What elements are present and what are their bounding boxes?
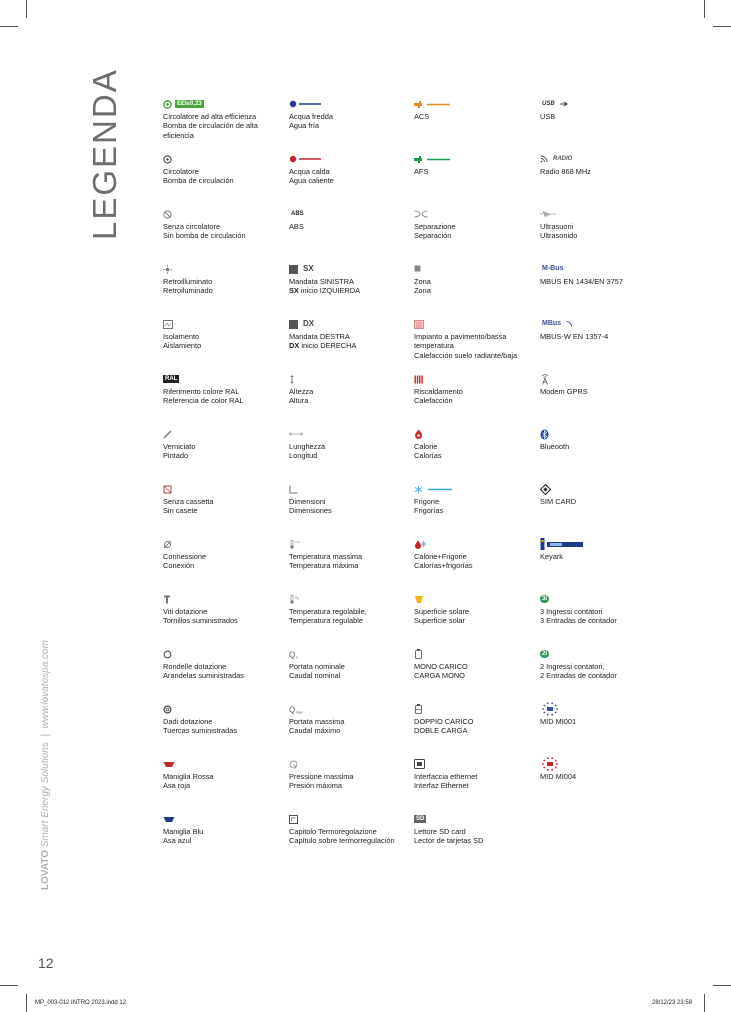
blue-handle-icon [163,813,175,825]
footer-file: MP_003-012 INTRO 2023.indd 12 [35,1000,127,1006]
legend-label [414,827,483,846]
legend-label [163,497,214,516]
mbus-icon [540,263,565,275]
legend-label [289,662,345,681]
icon-badge-text: RAL [165,376,178,382]
adjustable-temperature-icon [289,593,301,605]
icon-badge-text: DX [303,319,315,328]
legend-label [163,277,213,296]
legend-label-line: Superficie solare [414,607,470,616]
legend-label-line: ABS [289,222,304,231]
crop-mark [704,0,705,18]
legend-label-line: Lector de tarjetas SD [414,836,484,846]
legend-label [289,607,367,626]
legend-label-line: Longitud [289,451,318,461]
legend-label [289,772,353,791]
legend-label-line: Tornillos suministrados [163,616,238,626]
legend-label [163,112,258,140]
svg-text:n: n [296,655,298,659]
legend-label-line: DOPPIO CARICO [414,717,474,726]
legend-label-line: Asa azul [163,836,192,846]
legend-label-line: Agua caliente [289,176,334,186]
cold-water-icon [289,98,321,110]
backlit-icon [163,263,172,275]
legend-label-line: Frigorie [414,497,440,506]
two-meter-inputs-icon [540,648,549,660]
legend-label [540,167,591,176]
legend-label [163,442,195,461]
legend-label-line: Pintado [163,451,189,461]
legend-label-line: 3 Ingressi contatori [540,607,603,616]
legend-label-line: Maniglia Blu [163,827,204,836]
legend-label [540,387,588,396]
crop-mark [704,994,705,1012]
legend-label-line: Riferimento colore RAL [163,387,240,396]
legend-label-line: Acqua fredda [289,112,333,121]
side-code: DX [289,341,300,351]
calories-icon [414,428,423,440]
legend-label-line: Mandata SINISTRA [289,277,354,286]
side-title: LEGENDA [86,68,123,240]
svg-text:Q: Q [289,650,296,659]
legend-label-line: Dadi dotazione [163,717,213,726]
legend-label [540,717,576,726]
legend-label-line: Isolamento [163,332,200,341]
sim-card-icon [540,483,551,495]
legend-label-line: Senza circolatore [163,222,221,231]
legend-label [414,497,443,516]
legend-label [414,112,429,121]
legend-label-line: Conexión [163,561,195,571]
side-text: inicio IZQUIERDA [298,286,361,296]
max-temperature-icon [289,538,301,550]
crop-mark [713,985,731,986]
legend-label-line [289,341,356,350]
legend-label-line: Frigorías [414,506,444,516]
crop-mark [0,26,18,27]
radio-icon [540,153,574,165]
legend-label-line: Tuercas suministradas [163,726,238,736]
crop-mark [26,994,27,1012]
legend-label-line: Separación [414,231,452,241]
legend-label [163,552,206,571]
legend-label-line: Zona [414,286,431,296]
icon-badge-text: SX [303,264,314,273]
legend-label-line: Sin bomba de circulación [163,231,246,241]
footer-date: 28/12/23 23:58 [652,1000,693,1006]
legend-label [414,387,463,406]
legend-label-line: Portata nominale [289,662,345,671]
legend-label-line: Calefacción suelo radiante/baja [414,350,518,360]
legend-label-line: Portata massima [289,717,345,726]
legend-label-line: Modem GPRS [540,387,588,396]
legend-label-line: Circolatore [163,167,199,176]
legend-label [163,167,234,186]
calories-frigories-icon [414,538,426,550]
ultrasound-icon [540,208,556,220]
hot-water-icon [289,153,321,165]
legend-label-line: Interfaz Ethernet [414,781,469,791]
icon-badge-text: M-Bus [542,265,564,272]
washers-icon [163,648,172,660]
mid-mi004-icon [540,758,560,770]
nuts-icon [163,703,172,715]
legend-label-line: Dimensioni [289,497,326,506]
legend-label [289,277,360,296]
cold-domestic-water-icon [414,153,450,165]
legend-label-line: Riscaldamento [414,387,463,396]
legend-label-line: Bomba de circulación de alta [163,121,258,131]
legend-label-line: Temperatura massima [289,552,363,561]
legend-label-line: Temperatura máxima [289,561,359,571]
legend-label-line: Altezza [289,387,314,396]
legend-label-line: Arandelas suministradas [163,671,244,681]
legend-label [540,442,569,451]
legend-label [163,662,244,681]
legend-label [540,497,576,506]
legend-label-line [289,286,360,295]
legend-label-line: Senza cassetta [163,497,214,506]
legend-label [163,607,238,626]
icon-badge-text: RADIO [553,156,573,162]
legend-label [289,332,356,351]
red-handle-icon [163,758,175,770]
usb-icon [540,98,568,110]
floor-heating-icon [414,318,424,330]
legend-label-line: Lunghezza [289,442,326,451]
height-icon [289,373,295,385]
legend-label-line: Impianto a pavimento/bassa [414,332,507,341]
legend-label-line: Pressione massima [289,772,354,781]
legend-label-line: 2 Entradas de contador [540,671,617,681]
thermoregulation-icon [289,813,299,825]
legend-label [414,222,456,241]
legend-label [289,442,325,461]
legend-label-line: eficiencia [163,130,194,140]
crop-mark [26,0,27,18]
legend-label-line: MBUS-W EN 1357-4 [540,332,609,341]
single-load-icon [414,648,423,660]
legend-label-line: SIM CARD [540,497,577,506]
nominal-flow-icon [289,648,303,660]
legend-label-line: Superficie solar [414,616,465,626]
legend-label-line: Maniglia Rossa [163,772,214,781]
frigories-icon [414,483,452,495]
legend-label-line: Viti dotazione [163,607,208,616]
page-number: 12 [38,955,54,971]
no-box-icon [163,483,172,495]
ethernet-icon [414,758,425,770]
legend-label-line: Calorie [414,442,438,451]
legend-label-line: Agua fría [289,121,319,131]
svg-text:max: max [296,710,303,714]
legend-label-line: Caudal máximo [289,726,341,736]
wireless-mbus-icon [540,318,572,330]
legend-label [540,607,617,626]
legend-label-line: 2 Ingressi contatori, [540,662,605,671]
legend-label [289,222,304,231]
legend-label [414,277,431,296]
legend-label-line: MID MI001 [540,717,577,726]
legend-label [414,717,474,736]
legend-label-line: Zona [414,277,431,286]
dhw-icon [414,98,450,110]
brand-tagline: Smart Energy Solutions [40,742,51,848]
legend-label-line: Presión máxima [289,781,342,791]
legend-label-line: 3 Entradas de contador [540,616,617,626]
side-code: SX [289,286,299,296]
ral-icon [163,373,179,385]
legend-label-line: Referencia de color RAL [163,396,244,406]
legend-label-line: Bomba de circulación [163,176,234,186]
legend-label-line: temperatura [414,341,454,351]
legend-label [414,662,468,681]
legend-label-line: Temperatura regulable [289,616,363,626]
legend-label-line: Lettore SD card [414,827,466,836]
legend-label-line: USB [540,112,556,121]
legend-label [414,167,428,176]
legend-label-line: Separazione [414,222,456,231]
insulation-icon [163,318,173,330]
legend-label-line: Verniciato [163,442,196,451]
legend-label-line: Caudal nominal [289,671,341,681]
three-meter-inputs-icon [540,593,549,605]
high-efficiency-pump-icon [163,98,204,110]
gprs-antenna-icon [540,373,550,385]
legend-label [289,387,313,406]
legend-label-line: Radio 868 MHz [540,167,591,176]
bluetooth-icon [540,428,549,440]
no-pump-icon [163,208,172,220]
solar-surface-icon [414,593,424,605]
legend-label-line: MID MI004 [540,772,577,781]
legend-label-line: Ultrasuoni [540,222,574,231]
brand-url: www.lovatospa.com [40,640,51,729]
legend-label [163,387,244,406]
legend-label-line: Retroilluminato [163,277,213,286]
legend-label-line: Capítulo sobre termorregulación [289,836,395,846]
legend-label [540,222,577,241]
legend-label [414,442,442,461]
legend-label-line: MBUS EN 1434/EN 3757 [540,277,623,286]
max-flow-icon [289,703,309,715]
painted-icon [163,428,172,440]
mid-mi001-icon [540,703,560,715]
legend-label [289,717,344,736]
legend-label [289,112,333,131]
legend-label-line: Blueooth [540,442,570,451]
legend-label [289,167,334,186]
legend-label [163,332,201,351]
legend-label-line: Interfaccia ethernet [414,772,478,781]
legend-label-line: Calefacción [414,396,453,406]
legend-label [540,552,563,561]
legend-label-line: AFS [414,167,429,176]
legend-label [163,772,214,791]
legend-label [540,277,623,286]
legend-label-line: CARGA MONO [414,671,465,681]
side-brand: LOVATO Smart Energy Solutions | www.lovatospa.com [40,640,51,890]
legend-label [163,222,246,241]
screws-icon [163,593,171,605]
legend-label-line: Ultrasonido [540,231,578,241]
icon-badge-text: MBus [542,320,562,327]
legend-label-line: Keyark [540,552,564,561]
right-flow-icon [289,318,316,330]
legend-label-line: Retroiluminado [163,286,213,296]
legend-label-line: Capitolo Termoregolazione [289,827,377,836]
double-load-icon [414,703,423,715]
crop-mark [0,985,18,986]
legend-label-line: Calorie+Frigorie [414,552,467,561]
heating-icon [414,373,424,385]
legend-label [540,112,555,121]
legend-label [289,497,332,516]
legend-label [540,772,576,781]
dimensions-icon [289,483,298,495]
legend-label-line: Rondelle dotazione [163,662,227,671]
legend-label [289,827,395,846]
legend-label-line: Asa roja [163,781,191,791]
icon-badge-text: 3I [542,596,548,602]
sd-card-icon [414,813,426,825]
legend-label-line: Sin casete [163,506,198,516]
legend-label [163,717,237,736]
legend-label [289,552,362,571]
zone-icon [414,263,422,275]
legend-label [163,827,203,846]
legend-label-line: Calorías+frigorías [414,561,473,571]
svg-text:Q: Q [289,705,296,714]
max-pressure-icon [289,758,299,770]
abs-icon [289,208,306,220]
legend-label-line: Altura [289,396,309,406]
crop-mark [713,26,731,27]
legend-label-line: DOBLE CARGA [414,726,468,736]
legend-label [414,552,473,571]
legend-label [540,662,617,681]
left-flow-icon [289,263,316,275]
side-text: inicio DERECHA [299,341,357,351]
separation-icon [414,208,428,220]
length-icon [289,428,303,440]
keyark-icon [540,538,584,550]
legend-label-line: MONO CARICO [414,662,468,671]
connection-icon [163,538,172,550]
icon-badge-text: SD [416,816,425,822]
legend-label [414,772,477,791]
legend-label-line: ACS [414,112,430,121]
icon-badge-text: EEI≤0,23 [177,101,202,107]
legend-label-line: Calorías [414,451,442,461]
legend-label-line: Circolatore ad alta efficienza [163,112,257,121]
legend-label [414,607,469,626]
legend-label-line: Dimensiones [289,506,332,516]
icon-badge-text: 2I [542,651,548,657]
icon-badge-text: ABS [291,211,304,217]
legend-label-line: Temperatura regolabile, [289,607,367,616]
legend-label-line: Aislamiento [163,341,202,351]
legend-label-line: Mandata DESTRA [289,332,350,341]
brand-name: LOVATO [40,850,51,890]
legend-label [414,332,517,360]
icon-badge-text: USB [542,101,555,107]
legend-label-line: Acqua calda [289,167,330,176]
pump-icon [163,153,172,165]
legend-label [540,332,608,341]
legend-label-line: Connessione [163,552,207,561]
